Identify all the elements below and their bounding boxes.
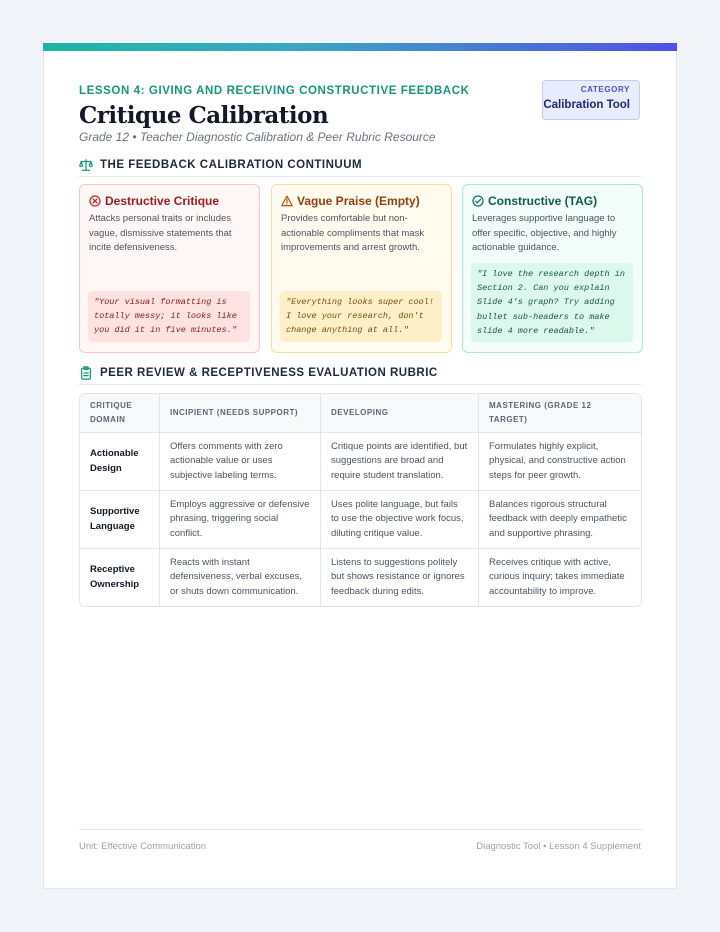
domain-cell: Receptive Ownership [80, 549, 160, 606]
constructive-tag-card [462, 184, 643, 353]
developing-cell: Listens to suggestions politely but shows resistance or ignores feedback during edits. [321, 549, 479, 606]
document-page [43, 43, 677, 889]
check-circle-icon [472, 195, 484, 207]
developing-cell: Uses polite language, but fails to use the objective work focus, diluting critique value. [321, 491, 479, 549]
card-heading-text: Constructive (TAG) [488, 194, 598, 208]
rubric-table [79, 393, 642, 607]
card-heading-text: Vague Praise (Empty) [297, 194, 420, 208]
page-subtitle: Grade 12 • Teacher Diagnostic Calibration & Peer Rubric Resource [79, 130, 436, 144]
card-heading [281, 194, 420, 208]
column-header-developing: DEVELOPING [321, 394, 479, 433]
footer-divider [79, 829, 642, 830]
footer-unit: Unit: Effective Communication [79, 841, 207, 852]
card-example-quote: "Everything looks super cool! I love your research, don't change anything at all." [280, 291, 442, 342]
rubric-title-text: PEER REVIEW & RECEPTIVENESS EVALUATION RUBRIC [100, 367, 438, 379]
card-heading-text: Destructive Critique [105, 194, 220, 208]
table-row [80, 491, 641, 549]
clipboard-icon [79, 366, 93, 380]
section-divider [79, 384, 641, 385]
card-heading [89, 194, 219, 208]
incipient-cell: Employs aggressive or defensive phrasing, triggering social conflict. [160, 491, 321, 549]
developing-cell: Critique points are identified, but suggestions are broad and require student translation. [321, 433, 479, 491]
column-header-incipient: INCIPIENT (NEEDS SUPPORT) [160, 394, 321, 433]
category-value: Calibration Tool [543, 99, 630, 111]
card-description: Attacks personal traits or includes vague, dismissive statements that incite defensiveness. [89, 213, 232, 253]
lesson-label: LESSON 4: GIVING AND RECEIVING CONSTRUCTIVE FEEDBACK [79, 85, 470, 97]
top-accent-bar [43, 43, 677, 51]
incipient-cell: Offers comments with zero actionable value or uses subjective labeling terms. [160, 433, 321, 491]
x-circle-icon [89, 195, 101, 207]
continuum-section-title [79, 157, 362, 173]
category-label: CATEGORY [580, 85, 630, 94]
table-row [80, 433, 641, 491]
table-row [80, 549, 641, 606]
column-header-domain: CRITIQUE DOMAIN [80, 394, 160, 433]
domain-cell: Supportive Language [80, 491, 160, 549]
card-description: Leverages supportive language to offer specific, objective, and highly actionable guidance. [472, 213, 617, 253]
card-heading [472, 194, 597, 208]
rubric-section-title [79, 365, 438, 381]
page-title: Critique Calibration [79, 102, 329, 129]
section-divider [79, 176, 641, 177]
card-example-quote: "I love the research depth in Section 2. Can you explain Slide 4's graph? Try adding bullet sub-headers to make slide 4 more readable." [471, 263, 633, 342]
column-header-mastering: MASTERING (GRADE 12 TARGET) [479, 394, 641, 433]
card-example-quote: "Your visual formatting is totally messy; it looks like you did it in five minutes." [88, 291, 250, 342]
scale-icon [79, 158, 93, 172]
domain-cell: Actionable Design [80, 433, 160, 491]
category-badge [542, 80, 640, 120]
continuum-title-text: THE FEEDBACK CALIBRATION CONTINUUM [100, 159, 363, 171]
destructive-critique-card [79, 184, 260, 353]
rubric-header-row [80, 394, 641, 433]
mastering-cell: Receives critique with active, curious inquiry; takes immediate accountability to improve. [489, 556, 625, 597]
incipient-cell: Reacts with instant defensiveness, verbal excuses, or shuts down communication. [160, 549, 321, 606]
vague-praise-card [271, 184, 452, 353]
card-description: Provides comfortable but non-actionable compliments that mask improvements and arrest growth. [281, 213, 425, 253]
warning-icon [281, 195, 293, 207]
mastering-cell: Formulates highly explicit, physical, and constructive action steps for peer growth. [479, 433, 641, 491]
footer-supplement: Diagnostic Tool • Lesson 4 Supplement [476, 841, 641, 852]
mastering-cell: Balances rigorous structural feedback with deeply empathetic and supportive phrasing. [479, 491, 641, 549]
